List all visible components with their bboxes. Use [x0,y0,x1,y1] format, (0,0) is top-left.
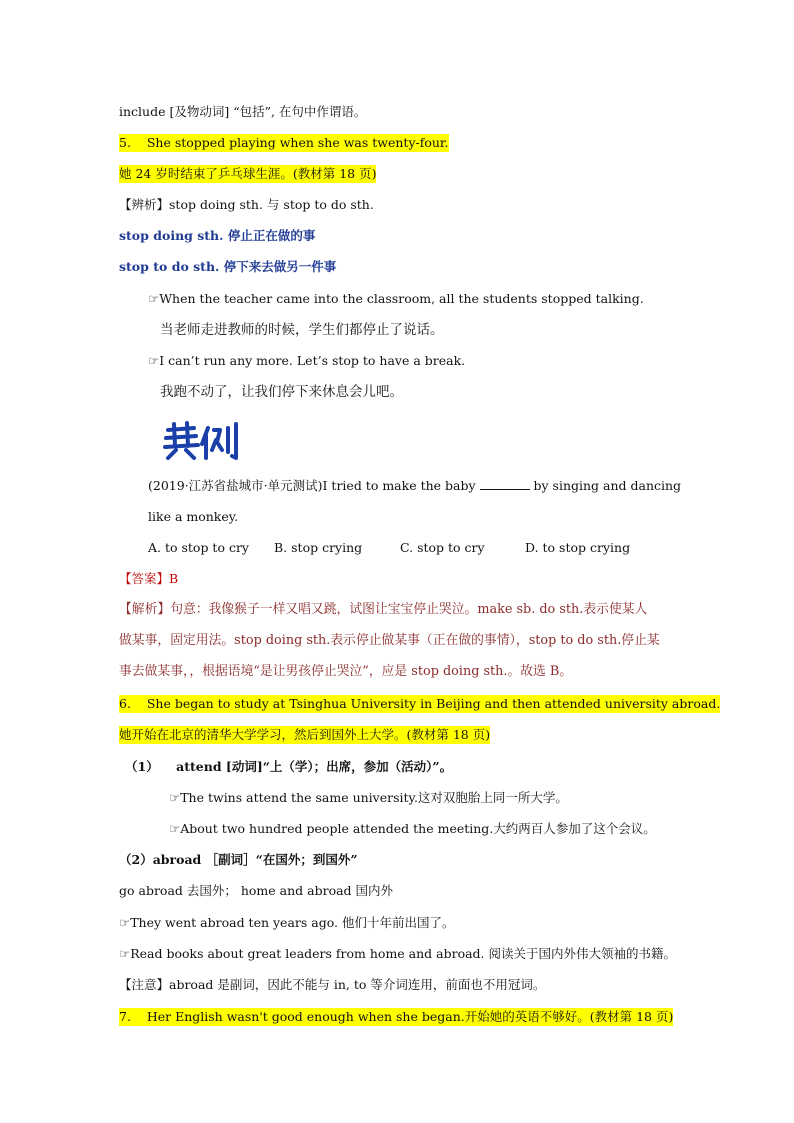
answer: 【答案】B [119,571,179,586]
sentence-6: 6. She began to study at Tsinghua University in Beijing and then attended university abroad. [119,696,721,711]
sentence-6-translation: 她开始在北京的清华大学学习，然后到国外上大学。(教材第 18 页) [119,727,491,742]
usage-stop-doing: stop doing sth. 停止正在做的事 [119,228,316,243]
sentence-7: 7. Her English wasn't good enough when she began.开始她的英语不够好。(教材第 18 页) [119,1009,674,1024]
explanation-line: 事去做某事，，根据语境“是让男孩停止哭泣”，应是 stop doing sth.。故选 B。 [119,664,573,679]
abroad-example: ☞They went abroad ten years ago. 他们十年前出国了。 [119,915,455,930]
note: 【注意】abroad 是副词，因此不能与 in, to 等介词连用，前面也不用冠词。 [119,977,546,992]
sentence-5-translation: 她 24 岁时结束了乒乓球生涯。(教材第 18 页) [119,166,377,181]
option-c: C. stop to cry [400,540,485,555]
option-d: D. to stop crying [525,540,631,555]
explanation-line: 做某事，固定用法。stop doing sth.表示停止做某事（正在做的事情），stop to do sth.停止某 [119,633,660,648]
abroad-heading: （2）abroad ［副词］“在国外；到国外” [119,852,358,867]
example-sentence: ☞When the teacher came into the classroom, all the students stopped talking. [148,291,644,306]
example-translation: 当老师走进教师的时候，学生们都停止了说话。 [160,322,444,338]
abroad-example: ☞Read books about great leaders from home and abroad. 阅读关于国内外伟大领袖的书籍。 [119,946,677,961]
exercise-question-cont: like a monkey. [148,509,239,524]
sentence-5: 5. She stopped playing when she was twenty-four. [119,135,449,150]
explanation-line: 【解析】句意：我像猴子一样又唱又跳，试图让宝宝停止哭泣。make sb. do sth.表示使某人 [119,602,648,617]
abroad-phrases: go abroad 去国外； home and abroad 国内外 [119,883,394,898]
attend-example: ☞The twins attend the same university.这对双胞胎上同一所大学。 [169,790,568,805]
answer-blank [480,477,530,490]
option-b: B. stop crying [274,540,363,555]
analysis-heading: 【辨析】stop doing sth. 与 stop to do sth. [119,197,374,212]
option-a: A. to stop to cry [148,540,249,555]
example-translation: 我跑不动了，让我们停下来休息会儿吧。 [160,384,403,400]
text-line: include [及物动词] “包括”, 在句中作谓语。 [119,104,367,119]
example-sentence: ☞I can’t run any more. Let’s stop to have a break. [148,353,466,368]
attend-heading: （1） attend [动词]“上（学）；出席，参加（活动）”。 [125,759,453,774]
example-calligraphy-icon [162,420,242,465]
attend-example: ☞About two hundred people attended the meeting.大约两百人参加了这个会议。 [169,821,656,836]
usage-stop-to-do: stop to do sth. 停下来去做另一件事 [119,259,337,274]
exercise-question: (2019·江苏省盐城市·单元测试)I tried to make the baby by singing and dancing [148,478,682,493]
